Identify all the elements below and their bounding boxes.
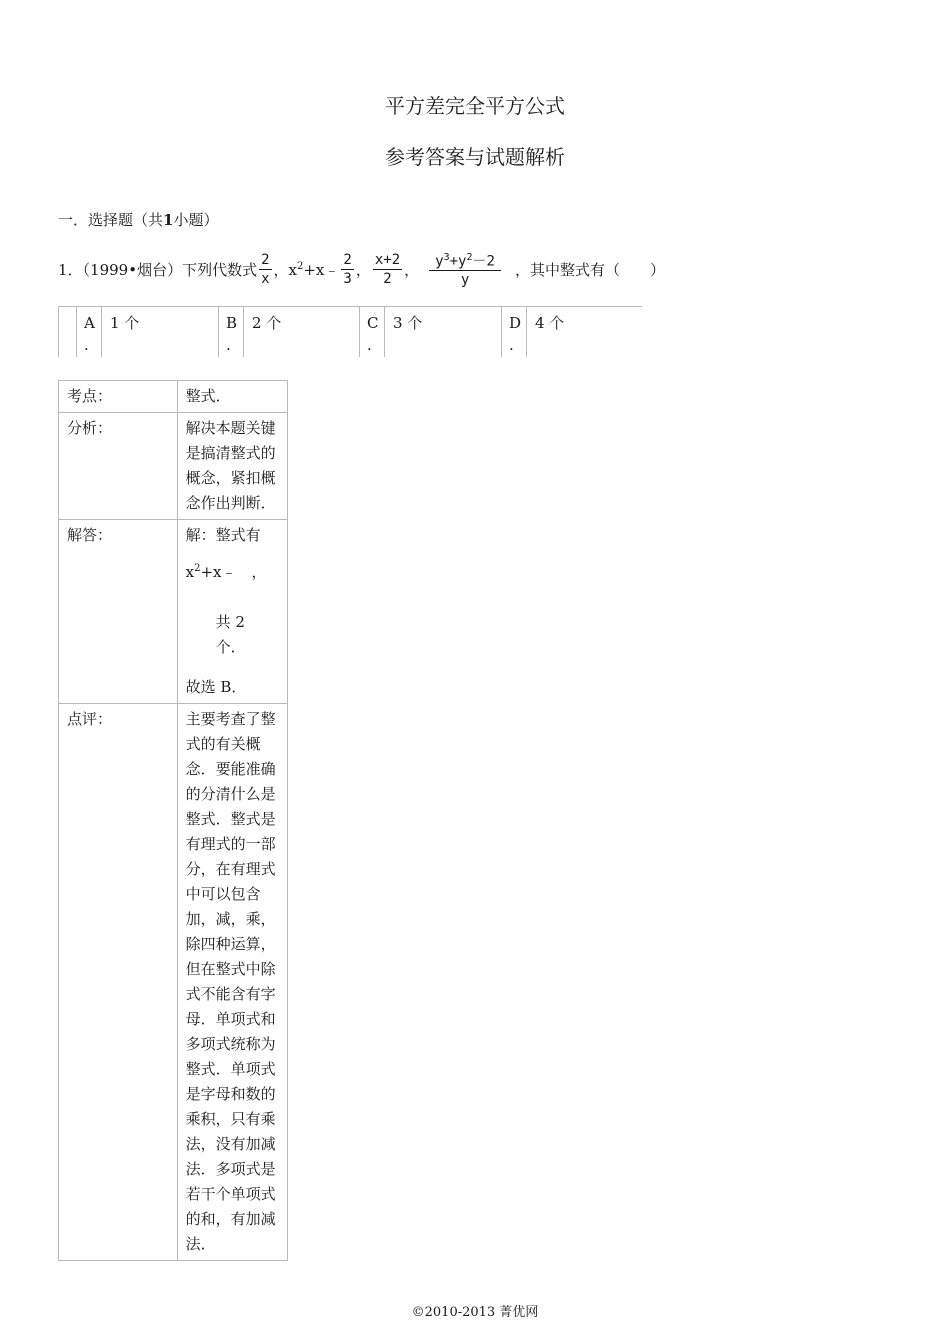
options-row bbox=[58, 306, 642, 357]
option-d-text[interactable]: 4 个 bbox=[535, 314, 565, 332]
fraction-x-plus-2-over-2 bbox=[373, 251, 402, 288]
fenxi-value: 解决本题关键是搞清整式的概念，紧扣概念作出判断． bbox=[177, 413, 287, 520]
fenxi-label: 分析： bbox=[59, 413, 178, 520]
fraction-numerator: 2 bbox=[261, 251, 270, 268]
jieda-line-1: 解：整式有 bbox=[185, 526, 261, 544]
question-number-source: 1．（1999•烟台）下列代数式 bbox=[58, 260, 258, 279]
divider bbox=[359, 307, 360, 357]
section-prefix: 一．选择题（共 bbox=[58, 211, 164, 229]
separator: ， bbox=[355, 260, 371, 279]
fraction-denominator: 3 bbox=[343, 270, 352, 287]
fraction-2-over-x bbox=[259, 251, 271, 288]
footer-copyright: ©2010-2013 菁优网 bbox=[411, 1305, 539, 1320]
option-dot: . bbox=[367, 336, 372, 354]
exp-b: 2 bbox=[466, 251, 473, 263]
option-dot: . bbox=[509, 336, 514, 354]
kaodian-label: 考点： bbox=[59, 381, 178, 413]
exp-a: 3 bbox=[443, 251, 450, 263]
option-a-text[interactable]: 1 个 bbox=[110, 314, 140, 332]
num-b: +y bbox=[449, 253, 467, 270]
section-heading bbox=[58, 209, 218, 230]
question-tail: ，其中整式有（ ） bbox=[514, 260, 665, 279]
table-row bbox=[59, 413, 288, 520]
num-c: －2 bbox=[472, 253, 495, 270]
kaodian-value: 整式． bbox=[177, 381, 287, 413]
option-letter: B bbox=[226, 314, 238, 332]
fraction-2-over-3 bbox=[341, 251, 353, 288]
fraction-poly-over-y bbox=[429, 249, 501, 290]
option-d-letter[interactable] bbox=[509, 312, 529, 356]
divider bbox=[58, 307, 59, 357]
expr-base: ，x bbox=[273, 260, 297, 279]
expr-rest: +x﹣ bbox=[303, 260, 340, 279]
option-letter: D bbox=[509, 314, 522, 332]
option-c-letter[interactable] bbox=[367, 312, 387, 356]
fraction-numerator: 2 bbox=[343, 251, 352, 268]
option-letter: C bbox=[367, 314, 379, 332]
option-a-letter[interactable] bbox=[84, 312, 104, 356]
option-c-text[interactable]: 3 个 bbox=[393, 314, 423, 332]
jieda-label: 解答： bbox=[59, 520, 178, 704]
jieda-line-3: 共 2 个． bbox=[215, 613, 246, 656]
expr-rest: +x﹣ ， bbox=[200, 563, 267, 581]
expr-exponent: 2 bbox=[296, 260, 304, 272]
jieda-value bbox=[177, 520, 287, 704]
expr-base: x bbox=[185, 563, 195, 581]
table-row bbox=[59, 704, 288, 1261]
spacer bbox=[186, 585, 279, 610]
section-suffix: 小题） bbox=[173, 211, 219, 229]
option-letter: A bbox=[84, 314, 95, 332]
expr-exponent: 2 bbox=[194, 563, 201, 574]
fraction-denominator: 2 bbox=[383, 270, 392, 287]
num-a: y bbox=[435, 253, 444, 270]
page-title: 平方差完全平方公式 bbox=[385, 94, 565, 118]
divider bbox=[218, 307, 219, 357]
jieda-line-4: 故选 B． bbox=[185, 678, 247, 696]
section-count: 1 bbox=[163, 211, 174, 229]
analysis-table bbox=[58, 380, 288, 1261]
dianping-label: 点评： bbox=[59, 704, 178, 1261]
option-dot: . bbox=[84, 336, 89, 354]
fraction-denominator: y bbox=[460, 272, 470, 289]
jieda-expr bbox=[186, 556, 279, 585]
expr-x-squared bbox=[274, 259, 340, 280]
option-b-text[interactable]: 2 个 bbox=[252, 314, 282, 332]
separator: ， bbox=[404, 260, 420, 279]
fraction-denominator: x bbox=[261, 270, 270, 287]
page-subtitle: 参考答案与试题解析 bbox=[385, 145, 565, 169]
question-1 bbox=[58, 244, 665, 294]
divider bbox=[501, 307, 502, 357]
table-row bbox=[59, 520, 288, 704]
divider bbox=[76, 307, 77, 357]
option-dot: . bbox=[226, 336, 231, 354]
fraction-numerator bbox=[429, 249, 501, 272]
dianping-value: 主要考查了整式的有关概念．要能准确的分清什么是整式．整式是有理式的一部分，在有理式中可以包含加，减，乘，除四种运算，但在整式中除式不能含有字母．单项式和多项式统称为整式．单项式是字母和数的乘积，只有乘法，没有加减法．多项式是若干个单项式的和，有加减法． bbox=[177, 704, 287, 1261]
option-b-letter[interactable] bbox=[226, 312, 246, 356]
table-row bbox=[59, 381, 288, 413]
fraction-numerator: x+2 bbox=[374, 251, 401, 268]
